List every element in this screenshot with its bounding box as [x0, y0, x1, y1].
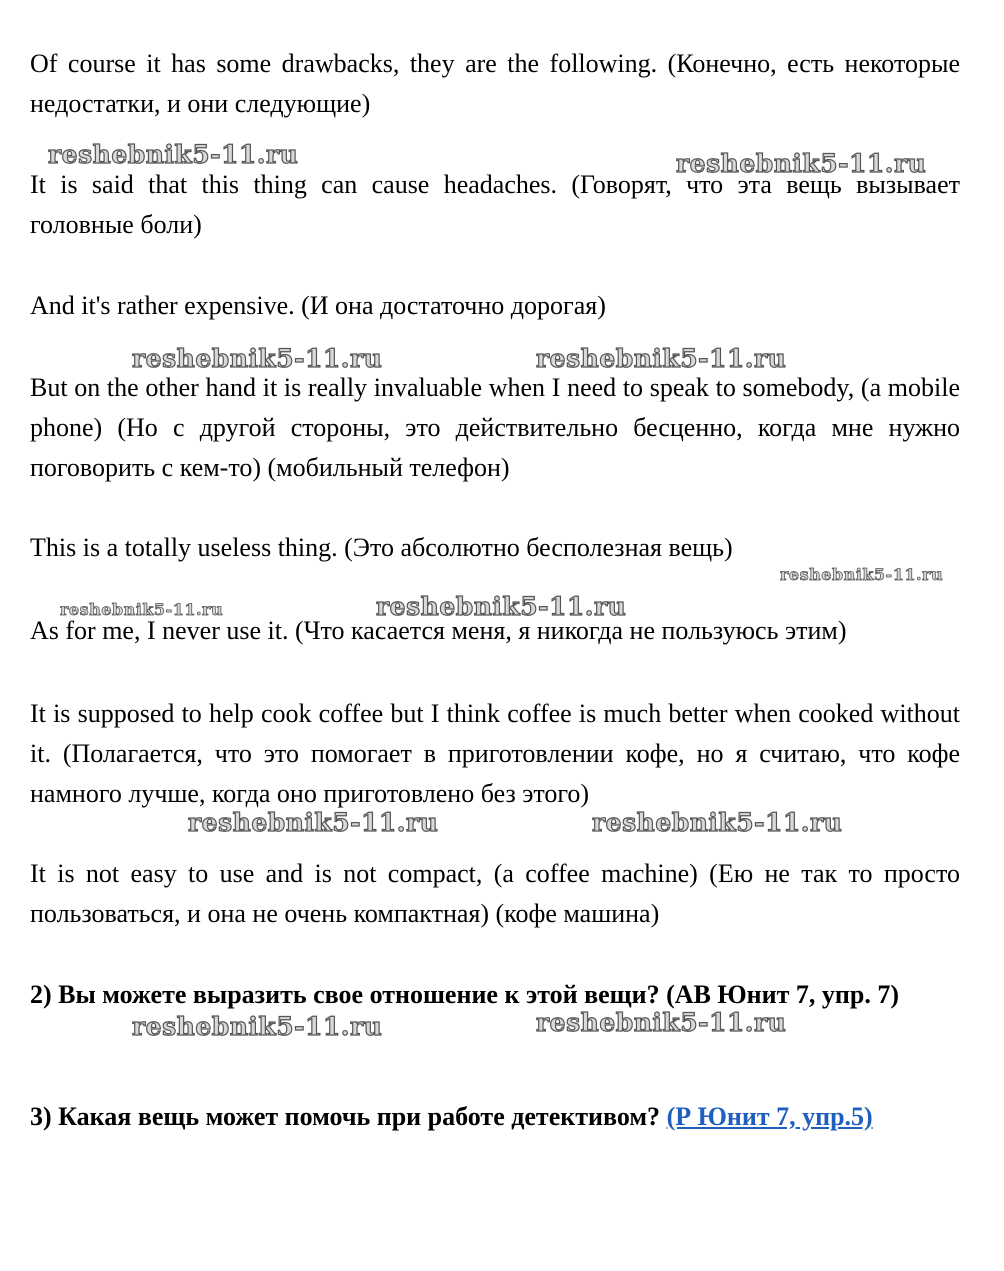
watermark: reshebnik5-11.ru — [48, 140, 299, 169]
paragraph-coffee-machine: It is not easy to use and is not compact, (a coffee machine) (Ею не так то просто пользоваться, и она не очень компактная) (кофе машина) — [30, 859, 960, 928]
paragraph-drawbacks: Of course it has some drawbacks, they are the following. (Конечно, есть некоторые недостатки, и они следующие) — [30, 49, 960, 118]
watermark: reshebnik5-11.ru — [376, 592, 627, 621]
watermark: reshebnik5-11.ru — [132, 1012, 383, 1041]
paragraph-expensive: And it's rather expensive. (И она достаточно дорогая) — [30, 291, 606, 320]
watermark: reshebnik5-11.ru — [676, 149, 927, 178]
paragraph-useless-thing: This is a totally useless thing. (Это абсолютно бесполезная вещь) — [30, 533, 733, 562]
watermark: reshebnik5-11.ru — [592, 808, 843, 837]
watermark: reshebnik5-11.ru — [536, 1008, 787, 1037]
question-3-text: 3) Какая вещь может помочь при работе детективом? — [30, 1102, 667, 1131]
watermark: reshebnik5-11.ru — [132, 344, 383, 373]
question-3 — [30, 1097, 960, 1137]
watermark: reshebnik5-11.ru — [536, 344, 787, 373]
watermark: reshebnik5-11.ru — [60, 600, 224, 619]
paragraph-headaches: It is said that this thing can cause headaches. (Говорят, что эта вещь вызывает головные боли) — [30, 170, 960, 239]
watermark: reshebnik5-11.ru — [188, 808, 439, 837]
watermark: reshebnik5-11.ru — [780, 565, 944, 584]
question-2: 2) Вы можете выразить свое отношение к этой вещи? (АВ Юнит 7, упр. 7) — [30, 980, 899, 1009]
paragraph-never-use: As for me, I never use it. (Что касается меня, я никогда не пользуюсь этим) — [30, 616, 847, 645]
paragraph-coffee: It is supposed to help cook coffee but I think coffee is much better when cooked without it. (Полагается, что это помогает в приготовлении кофе, но я считаю, что кофе намного лучше, когда оно приготовлено без этого) — [30, 699, 960, 808]
question-3-link[interactable]: (Р Юнит 7, упр.5) — [666, 1102, 873, 1131]
paragraph-mobile-phone: But on the other hand it is really invaluable when I need to speak to somebody, (a mobile phone) (Но с другой стороны, это действительно бесценно, когда мне нужно поговорить с кем-то) (мобильный телефон) — [30, 373, 960, 482]
